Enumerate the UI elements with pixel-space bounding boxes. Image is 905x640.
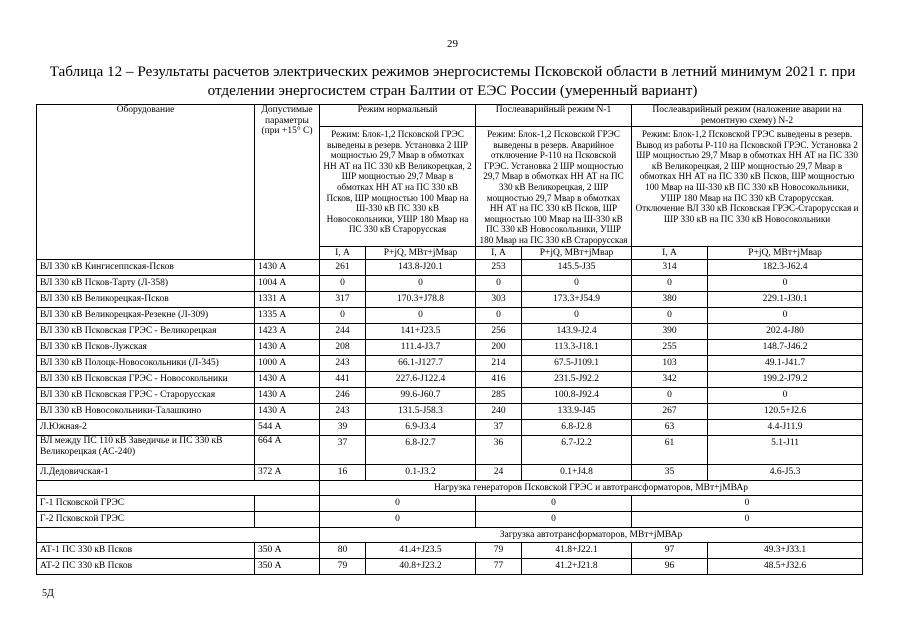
cell-power: 133.9-J45 — [522, 403, 632, 419]
subheader-current: I, А — [476, 246, 522, 259]
cell-limit: 1430 А — [255, 259, 320, 275]
cell-power: 41.8+J22.1 — [522, 542, 632, 558]
cell-limit — [255, 495, 320, 511]
subheader-power: P+jQ, МВт+jМвар — [522, 246, 632, 259]
cell-power: 0 — [476, 511, 632, 527]
subheader-current: I, А — [320, 246, 366, 259]
cell-power: 131.5-J58.3 — [366, 403, 476, 419]
subheader-power: P+jQ, МВт+jМвар — [366, 246, 476, 259]
cell-current: 0 — [476, 275, 522, 291]
cell-power: 0 — [708, 275, 863, 291]
desc-normal: Режим: Блок-1,2 Псковской ГРЭС выведены в резерв. Установка 2 ШР мощностью 29,7 Мвар в обмотках НН АТ на ПС 330 кВ Великорецкая, 2 ШР мощностью 29,7 Мвар в обмотках НН АТ на ПС 330 кВ Псков, ШР мощностью 100 Мвар на Ш-330 кВ ПС 330 кВ Новосокольники, УШР 180 Мвар на ПС 330 кВ Старорусская — [320, 127, 476, 247]
cell-power: 6.7-J2.2 — [522, 435, 632, 464]
cell-equipment: ВЛ 330 кВ Псков-Тарту (Л-358) — [37, 275, 255, 291]
cell-power: 0 — [632, 511, 863, 527]
cell-power: 6.8-J2.7 — [366, 435, 476, 464]
table-row — [37, 419, 863, 435]
cell-equipment: ВЛ 330 кВ Великорецкая-Резекне (Л-309) — [37, 307, 255, 323]
cell-limit: 1004 А — [255, 275, 320, 291]
cell-power: 48.5+J32.6 — [708, 558, 863, 574]
cell-power: 120.5+J2.6 — [708, 403, 863, 419]
footer-mark: 5Д — [42, 588, 54, 599]
cell-current: 314 — [632, 259, 708, 275]
cell-current: 267 — [632, 403, 708, 419]
cell-current: 246 — [320, 387, 366, 403]
cell-current: 0 — [320, 275, 366, 291]
cell-power: 111.4-J3.7 — [366, 339, 476, 355]
cell-power: 0 — [366, 275, 476, 291]
results-table — [36, 104, 863, 575]
cell-equipment: ВЛ 330 кВ Псковская ГРЭС - Великорецкая — [37, 323, 255, 339]
cell-power: 0 — [320, 511, 476, 527]
cell-equipment: ВЛ 330 кВ Кингисеппская-Псков — [37, 259, 255, 275]
cell-power: 229.1-J30.1 — [708, 291, 863, 307]
cell-current: 200 — [476, 339, 522, 355]
cell-current: 96 — [632, 558, 708, 574]
section-header-row — [37, 527, 863, 542]
table-row — [37, 464, 863, 480]
cell-current: 261 — [320, 259, 366, 275]
table-row — [37, 339, 863, 355]
table-row — [37, 435, 863, 464]
cell-limit: 1430 А — [255, 403, 320, 419]
subheader-current: I, А — [632, 246, 708, 259]
cell-limit: 544 А — [255, 419, 320, 435]
cell-current: 79 — [320, 558, 366, 574]
section-header-row — [37, 480, 863, 495]
cell-current: 303 — [476, 291, 522, 307]
cell-limit: 1430 А — [255, 387, 320, 403]
cell-equipment: АТ-1 ПС 330 кВ Псков — [37, 542, 255, 558]
cell-current: 80 — [320, 542, 366, 558]
cell-current: 79 — [476, 542, 522, 558]
cell-current: 214 — [476, 355, 522, 371]
subheader-power: P+jQ, МВт+jМвар — [708, 246, 863, 259]
cell-limit: 1000 А — [255, 355, 320, 371]
cell-power: 202.4-J80 — [708, 323, 863, 339]
section-title-autotransformers: Загрузка автотрансформаторов, МВт+jМВАр — [320, 527, 863, 542]
cell-equipment: ВЛ 330 кВ Псковская ГРЭС - Новосокольники — [37, 371, 255, 387]
cell-power: 0 — [522, 307, 632, 323]
table-row — [37, 291, 863, 307]
table-row — [37, 323, 863, 339]
cell-power: 41.2+J21.8 — [522, 558, 632, 574]
cell-limit: 1430 А — [255, 339, 320, 355]
cell-current: 37 — [476, 419, 522, 435]
cell-current: 39 — [320, 419, 366, 435]
table-row — [37, 495, 863, 511]
cell-current: 342 — [632, 371, 708, 387]
cell-power: 0 — [632, 495, 863, 511]
cell-current: 0 — [632, 275, 708, 291]
cell-power: 143.8-J20.1 — [366, 259, 476, 275]
cell-current: 390 — [632, 323, 708, 339]
cell-power: 148.7-J46.2 — [708, 339, 863, 355]
header-mode-normal: Режим нормальный — [320, 105, 476, 127]
cell-current: 0 — [632, 307, 708, 323]
cell-power: 40.8+J23.2 — [366, 558, 476, 574]
cell-current: 24 — [476, 464, 522, 480]
header-mode-n2: Послеаварийный режим (наложение аварии на ремонтную схему) N-2 — [632, 105, 863, 127]
cell-current: 243 — [320, 403, 366, 419]
cell-equipment: Г-2 Псковской ГРЭС — [37, 511, 255, 527]
cell-power: 182.3-J62.4 — [708, 259, 863, 275]
cell-current: 243 — [320, 355, 366, 371]
cell-power: 0 — [320, 495, 476, 511]
cell-power: 49.1-J41.7 — [708, 355, 863, 371]
cell-current: 0 — [632, 387, 708, 403]
cell-equipment: ВЛ 330 кВ Псков-Лужская — [37, 339, 255, 355]
cell-power: 227.6-J122.4 — [366, 371, 476, 387]
cell-power: 49.3+J33.1 — [708, 542, 863, 558]
cell-equipment: Л.Дедовичская-1 — [37, 464, 255, 480]
results-table-wrapper — [36, 104, 862, 575]
cell-power: 170.3+J78.8 — [366, 291, 476, 307]
cell-limit — [255, 511, 320, 527]
cell-power: 145.5-J35 — [522, 259, 632, 275]
cell-power: 0 — [366, 307, 476, 323]
cell-power: 199.2-J79.2 — [708, 371, 863, 387]
table-row — [37, 355, 863, 371]
cell-current: 61 — [632, 435, 708, 464]
cell-equipment: ВЛ 330 кВ Новосокольники-Талашкино — [37, 403, 255, 419]
cell-power: 0 — [708, 307, 863, 323]
cell-power: 5.1-J11 — [708, 435, 863, 464]
cell-current: 244 — [320, 323, 366, 339]
cell-power: 100.8-J92.4 — [522, 387, 632, 403]
cell-current: 103 — [632, 355, 708, 371]
table-row — [37, 511, 863, 527]
desc-n2: Режим: Блок-1,2 Псковской ГРЭС выведены в резерв. Вывод из работы Р-110 на Псковской ГРЭС. Установка 2 ШР мощностью 29,7 Мвар в обмотках НН АТ на ПС 330 кВ Великорецкая, 2 ШР мощностью 29,7 Мвар в обмотках НН АТ на ПС 330 кВ Псков, ШР мощностью 100 Мвар на Ш-330 кВ ПС 330 кВ Новосокольники, УШР 180 Мвар на ПС 330 кВ Старорусская. Отключение ВЛ 330 кВ Псковская ГРЭС-Старорусская и ШР 330 кВ на ПС 330 кВ Новосокольники — [632, 127, 863, 247]
table-row — [37, 275, 863, 291]
cell-current: 253 — [476, 259, 522, 275]
cell-current: 77 — [476, 558, 522, 574]
cell-current: 255 — [632, 339, 708, 355]
cell-current: 0 — [476, 307, 522, 323]
cell-power: 173.3+J54.9 — [522, 291, 632, 307]
cell-current: 441 — [320, 371, 366, 387]
cell-limit: 1430 А — [255, 371, 320, 387]
cell-power: 6.8-J2.8 — [522, 419, 632, 435]
table-row — [37, 558, 863, 574]
cell-power: 0.1-J3.2 — [366, 464, 476, 480]
cell-equipment: АТ-2 ПС 330 кВ Псков — [37, 558, 255, 574]
cell-equipment: Г-1 Псковской ГРЭС — [37, 495, 255, 511]
table-row — [37, 371, 863, 387]
header-allowed-params: Допустимые параметры (при +15° С) — [255, 105, 320, 260]
cell-current: 35 — [632, 464, 708, 480]
header-equipment: Оборудование — [37, 105, 255, 260]
cell-current: 416 — [476, 371, 522, 387]
cell-power: 67.5-J109.1 — [522, 355, 632, 371]
table-title: Таблица 12 – Результаты расчетов электрических режимов энергосистемы Псковской области в летний минимум 2021 г. при отделении энергосистем стран Балтии от ЕЭС России (умеренный вариант) — [49, 63, 856, 99]
cell-equipment: ВЛ 330 кВ Великорецкая-Псков — [37, 291, 255, 307]
cell-equipment: ВЛ между ПС 110 кВ Заведичье и ПС 330 кВ Великорецкая (АС-240) — [37, 435, 255, 464]
cell-power: 141+J23.5 — [366, 323, 476, 339]
cell-power: 6.9-J3.4 — [366, 419, 476, 435]
cell-power: 113.3-J18.1 — [522, 339, 632, 355]
cell-current: 36 — [476, 435, 522, 464]
header-mode-n1: Послеаварийный режим N-1 — [476, 105, 632, 127]
cell-power: 99.6-J60.7 — [366, 387, 476, 403]
cell-limit: 1423 А — [255, 323, 320, 339]
cell-power: 4.4-J11.9 — [708, 419, 863, 435]
cell-power: 0 — [522, 275, 632, 291]
table-row — [37, 307, 863, 323]
cell-limit: 1331 А — [255, 291, 320, 307]
cell-limit: 350 А — [255, 558, 320, 574]
table-row — [37, 259, 863, 275]
cell-current: 285 — [476, 387, 522, 403]
cell-current: 240 — [476, 403, 522, 419]
table-body — [37, 259, 863, 574]
section-title-generators: Нагрузка генераторов Псковской ГРЭС и автотрансформаторов, МВт+jМВАр — [320, 480, 863, 495]
cell-limit: 664 А — [255, 435, 320, 464]
cell-current: 63 — [632, 419, 708, 435]
cell-equipment: ВЛ 330 кВ Полоцк-Новосокольники (Л-345) — [37, 355, 255, 371]
cell-limit: 350 А — [255, 542, 320, 558]
cell-equipment: ВЛ 330 кВ Псковская ГРЭС - Старорусская — [37, 387, 255, 403]
table-row — [37, 542, 863, 558]
cell-current: 317 — [320, 291, 366, 307]
cell-limit: 372 А — [255, 464, 320, 480]
cell-power: 0.1+J4.8 — [522, 464, 632, 480]
cell-power: 4.6-J5.3 — [708, 464, 863, 480]
cell-current: 97 — [632, 542, 708, 558]
cell-power: 231.5-J92.2 — [522, 371, 632, 387]
cell-current: 256 — [476, 323, 522, 339]
table-row — [37, 403, 863, 419]
desc-n1: Режим: Блок-1,2 Псковской ГРЭС выведены в резерв. Аварийное отключение Р-110 на Псковской ГРЭС. Установка 2 ШР мощностью 29,7 Мвар в обмотках НН АТ на ПС 330 кВ Великорецкая, 2 ШР мощностью 29,7 Мвар в обмотках НН АТ на ПС 330 кВ Псков, ШР мощностью 100 Мвар на Ш-330 кВ ПС 330 кВ Новосокольники, УШР 180 Мвар на ПС 330 кВ Старорусская — [476, 127, 632, 247]
cell-current: 208 — [320, 339, 366, 355]
cell-power: 0 — [476, 495, 632, 511]
cell-current: 380 — [632, 291, 708, 307]
cell-power: 41.4+J23.5 — [366, 542, 476, 558]
cell-current: 37 — [320, 435, 366, 464]
table-row — [37, 387, 863, 403]
cell-current: 16 — [320, 464, 366, 480]
cell-power: 66.1-J127.7 — [366, 355, 476, 371]
cell-power: 143.9-J2.4 — [522, 323, 632, 339]
cell-current: 0 — [320, 307, 366, 323]
cell-equipment: Л.Южная-2 — [37, 419, 255, 435]
cell-limit: 1335 А — [255, 307, 320, 323]
cell-power: 0 — [708, 387, 863, 403]
page-number: 29 — [447, 38, 458, 50]
